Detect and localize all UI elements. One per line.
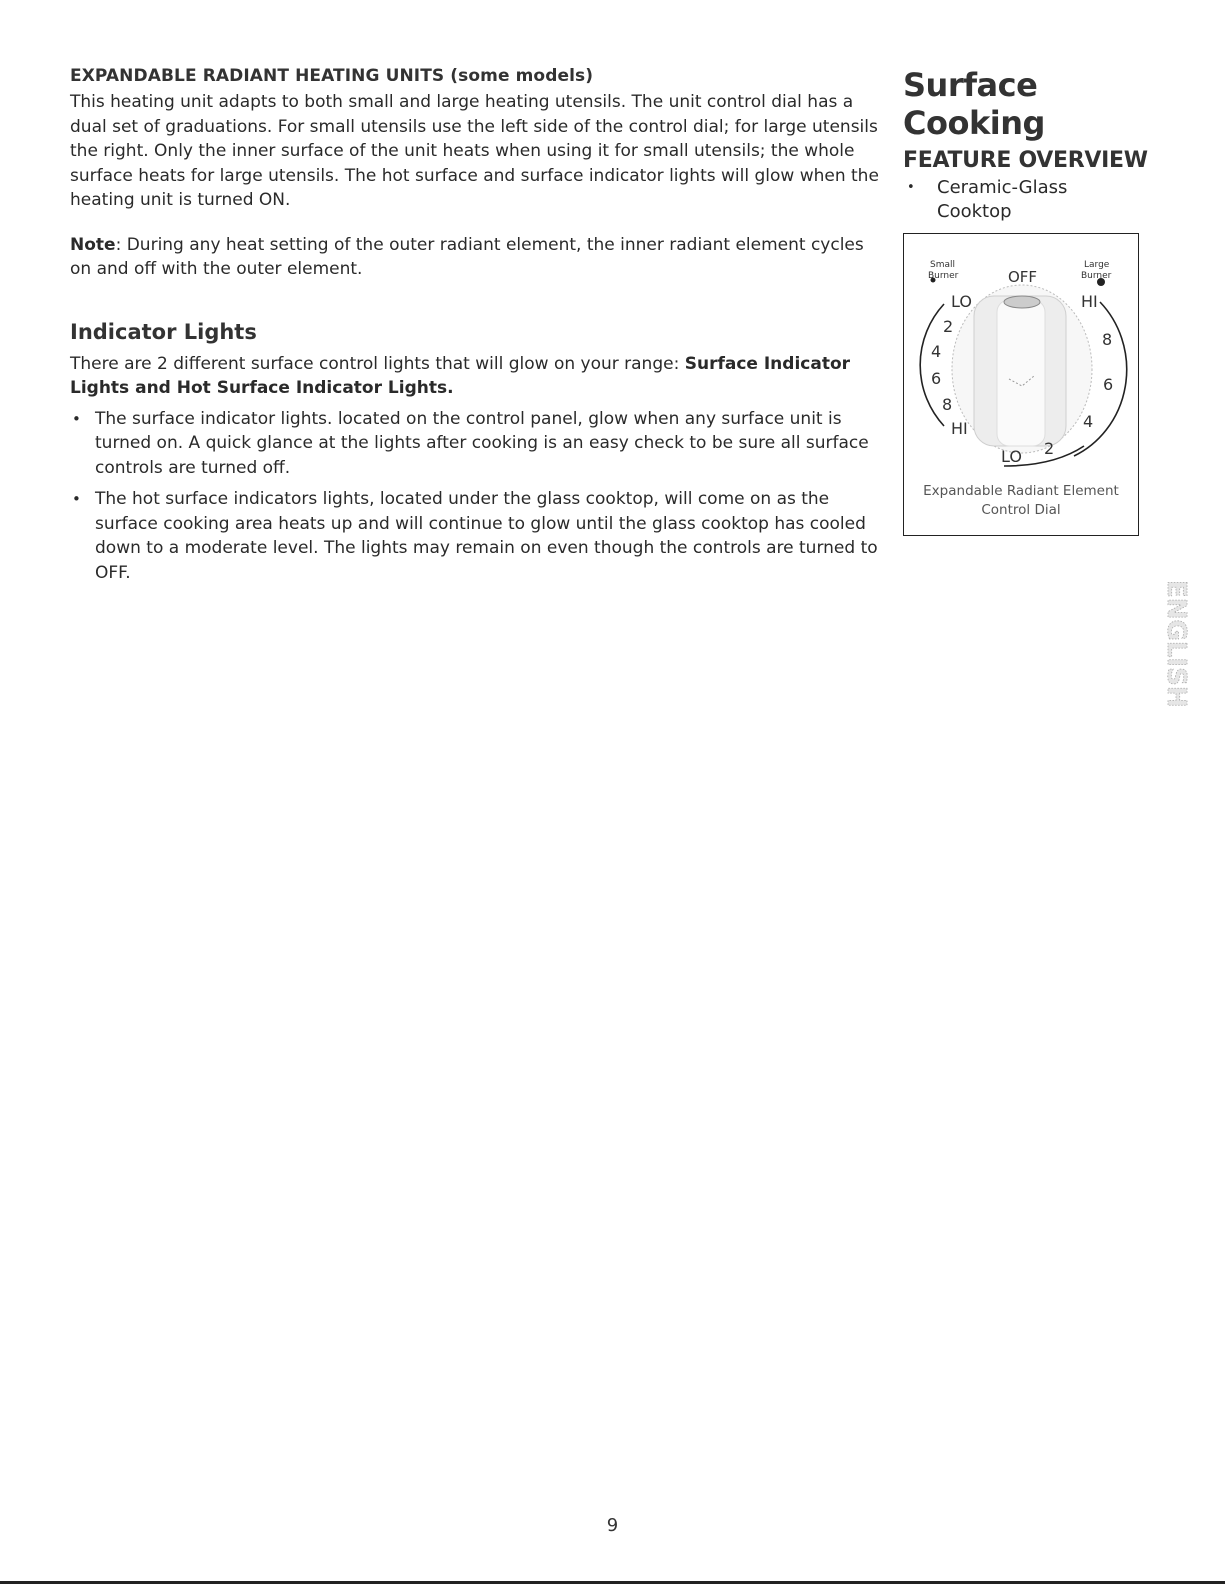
small-burner-label: Burner (928, 271, 959, 281)
left-scale-label: 8 (942, 395, 953, 414)
language-side-tab (1150, 580, 1200, 706)
right-scale-label: LO (1001, 447, 1022, 466)
dial-arc-left (920, 304, 944, 426)
sidebar-title-line2: Cooking (903, 104, 1045, 142)
right-scale-label: 2 (1044, 439, 1055, 458)
sidebar-subtitle: FEATURE OVERVIEW (903, 148, 1148, 173)
right-scale-label: 6 (1103, 375, 1114, 394)
left-scale-label: HI (951, 419, 968, 438)
language-tab-label: ENGLISH (1161, 580, 1191, 706)
left-scale-label: LO (951, 292, 972, 311)
list-item: • The surface indicator lights. located on the control panel, glow when any surface unit is turned on. A quick glance at the lights after cooking is an easy check to be sure all surface controls are turned off. (70, 407, 885, 481)
large-burner-label: Burner (1081, 271, 1112, 281)
sidebar-title-line1: Surface (903, 66, 1038, 104)
main-content (70, 66, 885, 592)
right-scale-label: 4 (1083, 412, 1094, 431)
caption-line: Expandable Radiant Element (923, 483, 1119, 499)
page-number: 9 (606, 1515, 619, 1536)
large-burner-label: Large (1084, 260, 1110, 270)
indicator-intro-text: There are 2 different surface control lights that will glow on your range: (70, 353, 685, 374)
knob-grip-center (997, 300, 1045, 446)
sidebar (903, 66, 1203, 224)
indicator-intro (70, 352, 885, 401)
right-scale-label: 8 (1102, 330, 1113, 349)
right-scale-label: HI (1081, 292, 1098, 311)
figure-caption (904, 482, 1138, 520)
list-item: • The hot surface indicators lights, located under the glass cooktop, will come on as the surface cooking area heats up and will continue to glow until the glass cooktop has cooled down to a moderate level. The lights may remain on even though the controls are turned to OFF. (70, 487, 885, 585)
left-scale-label: 4 (931, 342, 942, 361)
knob-pointer (1004, 296, 1040, 308)
indicator-intro-bold: Surface Indicator Lights and Hot Surface Indicator Lights. (70, 353, 851, 398)
indicator-list (70, 407, 885, 586)
expandable-body: This heating unit adapts to both small and large heating utensils. The unit control dial has a dual set of graduations. For small utensils use the left side of the control dial; for large utensils the right. Only the inner surface of the unit heats when using it for small utensils; the whole surface heats for large utensils. The hot surface and surface indicator lights will glow when the heating unit is turned ON. (70, 92, 879, 210)
note-label: Note (70, 234, 116, 255)
left-scale-label: 6 (931, 369, 942, 388)
bottom-rule (0, 1581, 1225, 1584)
section-heading-indicator-lights: Indicator Lights (70, 319, 257, 344)
left-scale-label: 2 (943, 317, 954, 336)
off-label: OFF (1008, 268, 1038, 286)
note-paragraph (70, 233, 885, 282)
caption-line: Control Dial (981, 502, 1061, 518)
sidebar-bullet: • Ceramic-Glass Cooktop (903, 176, 1087, 224)
small-burner-label: Small (930, 260, 955, 270)
note-text: : During any heat setting of the outer radiant element, the inner radiant element cycles on and off with the outer element. (70, 234, 864, 279)
section-heading-expandable: EXPANDABLE RADIANT HEATING UNITS (some models) (70, 66, 594, 86)
control-dial-figure (903, 233, 1139, 536)
